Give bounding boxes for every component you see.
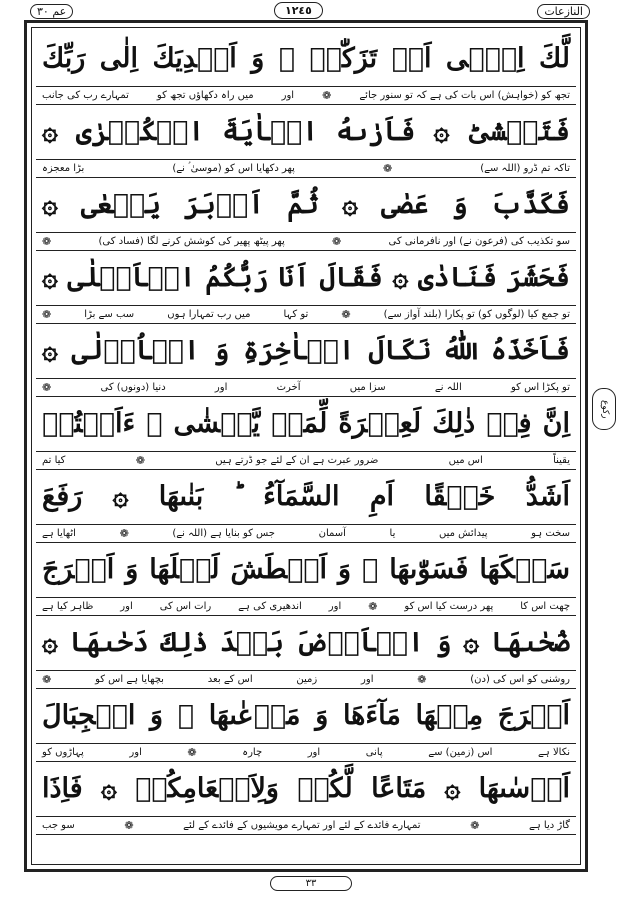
translation-word: تو جمع کیا (لوگوں کو) تو پکارا (بلند آواز سے) <box>383 309 570 320</box>
arabic-line: ضُحٰٮهَا ۞ وَ الۡاَرۡضَ بَعۡدَ ذٰلِكَ دَحٰٮهَا ۞ <box>42 627 570 658</box>
translation-word: اور <box>214 382 228 393</box>
translation-word: اس میں <box>448 455 483 466</box>
page-header <box>30 2 590 20</box>
translation-word: زمین <box>296 674 318 685</box>
translation-word: اور <box>281 90 295 101</box>
translation-word: تمہارے رب کی جانب <box>42 90 129 101</box>
surah-name: النازعات <box>537 4 590 19</box>
translation-word: رات اس کی <box>159 601 212 612</box>
translation-word: اٹھایا ہے <box>42 528 76 539</box>
page-footer: ٣٣ <box>270 876 352 891</box>
verse-end-flower-icon: ❁ <box>322 89 332 102</box>
verse-end-flower-icon: ❁ <box>368 600 378 613</box>
translation-word: اور <box>120 601 133 612</box>
translation-word: پہاڑوں کو <box>42 747 84 758</box>
arabic-line: اَخۡرَجَ مِنۡهَا مَآءَهَا وَ مَرۡعٰٮهَا ۞ وَ الۡجِبَالَ <box>42 700 570 731</box>
translation-word: گاڑ دیا ہے <box>529 820 570 831</box>
verse-end-flower-icon: ❁ <box>42 308 52 321</box>
translation-word: اور <box>361 674 374 685</box>
translation-line <box>36 743 576 762</box>
translation-line <box>36 305 576 324</box>
translation-word: یا <box>389 528 396 539</box>
arabic-line: اَشَدُّ خَلۡقًا اَمِ السَّمَآءُ ؕ بَنٰٮهَا ۞ رَفَعَ <box>42 481 570 512</box>
translation-line <box>36 159 576 178</box>
translation-word: اس کے بعد <box>207 674 253 685</box>
verse-rows <box>36 32 576 835</box>
ruku-marker: رکوع <box>592 388 616 430</box>
translation-word: میں راہ دکھاؤں تجھ کو <box>156 90 254 101</box>
translation-word: پانی <box>365 747 383 758</box>
verse-end-flower-icon: ❁ <box>417 673 427 686</box>
translation-word: چارہ <box>242 747 263 758</box>
translation-word: سو جب <box>42 820 75 831</box>
verse-end-flower-icon: ❁ <box>187 746 197 759</box>
arabic-line: لَّكَ اِلٰۤى اَنۡ تَزَكّٰىۙ ۞ وَ اَهۡدِيَكَ اِلٰى رَبِّكَ <box>42 43 570 74</box>
arabic-line: اِنَّ فِىۡ ذٰلِكَ لَعِبۡرَةً لِّمَنۡ يَّخۡشٰى ۞ ءَاَنۡتُمۡ <box>42 408 570 439</box>
translation-word: تو کہا <box>283 309 309 320</box>
translation-word: میں رب تمہارا ہوں <box>167 309 251 320</box>
translation-word: نکالا ہے <box>538 747 570 758</box>
translation-word: کیا تم <box>42 455 66 466</box>
page-number: ١٢٤٥ <box>274 2 323 19</box>
verse-end-flower-icon: ❁ <box>382 162 393 175</box>
translation-line <box>36 524 576 543</box>
verse-end-flower-icon: ❁ <box>42 235 52 248</box>
verse-end-flower-icon: ❁ <box>119 527 129 540</box>
translation-word: پھر درست کیا اس کو <box>404 601 494 612</box>
verse-end-flower-icon: ❁ <box>470 819 480 832</box>
arabic-line: فَحَشَرَ فَنَادٰى ۞ فَقَالَ اَنَا رَبُّكُمُ الۡاَعۡلٰى ۞ <box>42 262 570 293</box>
translation-word: پھر دکھایا اس کو (موسیٰ ؑ نے) <box>172 163 295 174</box>
translation-word: آخرت <box>276 382 301 393</box>
verse-end-flower-icon: ❁ <box>42 673 52 686</box>
translation-line <box>36 670 576 689</box>
translation-word: تمہارے فائدے کے لئے اور تمہارے مویشیوں کے فائدے کے لئے <box>183 820 421 831</box>
translation-word: ظاہر کیا ہے <box>42 601 94 612</box>
translation-word: تو پکڑا اس کو <box>511 382 570 393</box>
translation-line <box>36 378 576 397</box>
translation-word: سخت ہو <box>531 528 570 539</box>
translation-word: تجھ کو (خواہش) اس بات کی ہے کہ تو سنور جائے <box>359 90 570 101</box>
verse-end-flower-icon: ❁ <box>124 819 134 832</box>
translation-word: اندھیری کی ہے <box>238 601 302 612</box>
translation-line <box>36 451 576 470</box>
translation-word: آسمان <box>318 528 346 539</box>
translation-word: پیدائش میں <box>439 528 488 539</box>
translation-word: روشنی کو اس کی (دن) <box>470 674 570 685</box>
translation-word: سب سے بڑا <box>84 309 135 320</box>
translation-word: بڑا معجزہ <box>42 163 85 174</box>
translation-word: بچھایا ہے اس کو <box>95 674 164 685</box>
translation-word: دنیا (دونوں) کی <box>100 382 166 393</box>
translation-line <box>36 232 576 251</box>
translation-word: اللہ نے <box>434 382 462 393</box>
verse-end-flower-icon: ❁ <box>42 381 52 394</box>
verse-end-flower-icon: ❁ <box>135 454 145 467</box>
verse-end-flower-icon: ❁ <box>341 308 351 321</box>
arabic-line: اَرۡسٰٮهَا ۞ مَتَاعًا لَّكُمۡ وَلِاَنۡعَامِكُمۡ ۞ فَاِذَا <box>42 773 570 804</box>
translation-word: چھت اس کا <box>520 601 570 612</box>
translation-word: ضرور عبرت ہے ان کے لئے جو ڈرتے ہیں <box>215 455 379 466</box>
translation-word: پھر پیٹھ پھیر کی کوشش کرنے لگا (فساد کی) <box>98 236 285 247</box>
juz-label: عم ٣٠ <box>30 4 73 19</box>
translation-line <box>36 86 576 105</box>
translation-line <box>36 597 576 616</box>
translation-word: اس (زمین) سے <box>428 747 493 758</box>
verse-end-flower-icon: ❁ <box>332 235 342 248</box>
translation-word: اور <box>307 747 321 758</box>
arabic-line: فَاَخَذَهُ اللّٰهُ نَكَالَ الۡاٰخِرَةِ وَ الۡاُوۡلٰى ۞ <box>42 335 570 366</box>
arabic-line: سَمۡكَهَا فَسَوّٰٮهَا ۞ وَ اَغۡطَشَ لَيۡلَهَا وَ اَخۡرَجَ <box>42 554 570 585</box>
translation-word: سو تکذیب کی (فرعون نے) اور نافرمانی کی <box>388 236 570 247</box>
translation-word: جس کو بنایا ہے (اللہ نے) <box>172 528 275 539</box>
translation-word: یقیناً <box>553 455 570 466</box>
arabic-line: فَكَذَّبَ وَ عَصٰى ۞ ثُمَّ اَدۡبَرَ يَسۡعٰى ۞ <box>42 189 570 220</box>
translation-word: اور <box>328 601 342 612</box>
translation-word: سزا میں <box>349 382 386 393</box>
translation-line <box>36 816 576 835</box>
translation-word: تاکہ تم ڈرو (اللہ سے) <box>480 163 570 174</box>
translation-word: اور <box>129 747 142 758</box>
arabic-line: فَتَخۡشٰىؕ ۞ فَاَرٰىهُ الۡاٰيَةَ الۡكُبۡرٰى ۞ <box>42 116 570 147</box>
